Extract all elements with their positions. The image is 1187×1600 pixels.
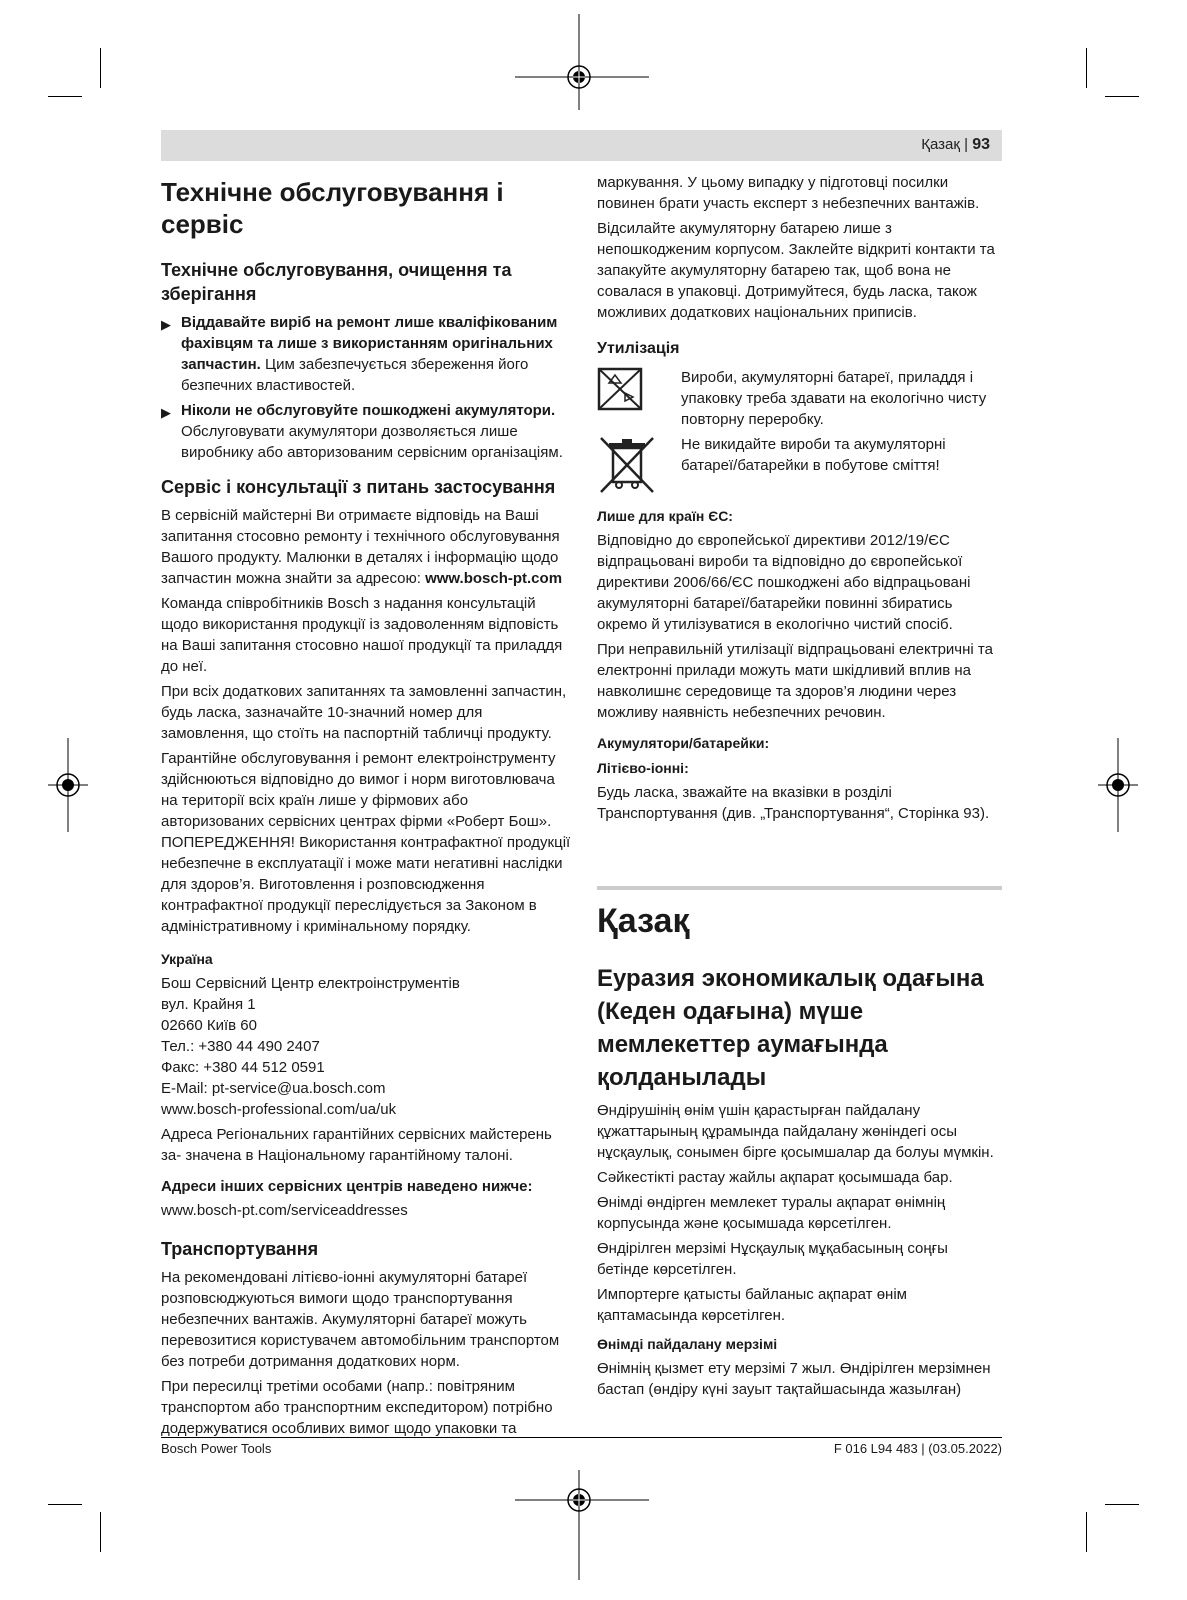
- kz-paragraph-importer: Импортерге қатысты байланыс ақпарат өнім қаптамасында көрсетілген.: [597, 1286, 907, 1324]
- heading-transport: Транспортування: [161, 1239, 319, 1259]
- other-centers-title: Адреси інших сервісних центрів наведено нижче:: [161, 1178, 533, 1195]
- registration-mark-icon: [515, 1470, 649, 1580]
- crop-mark: [1105, 1504, 1139, 1505]
- bullet-repair-text: Цим забезпечується збереження його безпечних властивостей.: [181, 356, 529, 394]
- address-email[interactable]: E-Mail: pt-service@ua.bosch.com: [161, 1080, 386, 1097]
- heading-consultation: Сервіс і консультації з питань застосування: [161, 477, 556, 497]
- heading-maintenance: Технічне обслуговування, очищення та зберігання: [161, 260, 512, 304]
- paragraph-regional: Адреса Регіональних гарантійних сервісних майстерень за- значена в Національному гарантійному талоні.: [161, 1126, 552, 1164]
- address-fax: Факс: +380 44 512 0591: [161, 1059, 325, 1076]
- footer-brand: Bosch Power Tools: [161, 1441, 272, 1456]
- paragraph-ship-battery: Відсилайте акумуляторну батарею лише з непошкодженим корпусом. Заклейте відкриті контакти та запакуйте акумуляторну батарею так, щоб вона не совалася в упаковці. Дотримуйтеся, будь ласка, також можливих додаткових національних приписів.: [597, 220, 995, 321]
- batteries-title: Акумулятори/батарейки:: [597, 735, 770, 751]
- bosch-pt-link[interactable]: www.bosch-pt.com: [425, 570, 563, 587]
- section-title-service: Технічне обслуговування і сервіс: [161, 177, 504, 239]
- kz-paragraph-docs: Өндірушінің өнім үшін қарастырған пайдалану құжаттарының құрамында пайдалану жөніндегі осы нұсқаулық, сонымен бірге қосымшалар да болуы мүмкін.: [597, 1102, 994, 1161]
- crop-mark: [1105, 96, 1139, 97]
- kz-paragraph-conformity: Сәйкестікті растау жайлы ақпарат қосымшада бар.: [597, 1169, 953, 1186]
- recycle-packaging-icon: [597, 367, 643, 411]
- paragraph-improper-disposal: При неправильній утилізації відпрацьовані електричні та електронні прилади можуть мати шкідливий вплив на навколишнє середовище та здоров’я людини через можливу наявність небезпечних речовин.: [597, 641, 993, 721]
- header-label: Қазақ | 93: [921, 136, 990, 153]
- crop-mark: [1086, 48, 1087, 88]
- paragraph-service: [161, 505, 571, 589]
- address-block: [161, 973, 571, 1120]
- crossed-bin-icon: [597, 434, 657, 496]
- crop-mark: [100, 48, 101, 88]
- bullet-battery-text: Обслуговувати акумулятори дозволяється лише виробнику або авторизованим сервісним організаціям.: [181, 423, 563, 461]
- address-phone: Тел.: +380 44 490 2407: [161, 1038, 320, 1055]
- bullet-battery: [161, 400, 571, 463]
- footer-doc-id: F 016 L94 483 | (03.05.2022): [833, 1441, 1002, 1456]
- country-title: Україна: [161, 951, 213, 967]
- section-title-kazakh: Қазақ: [597, 902, 690, 940]
- section-separator: [597, 886, 1002, 890]
- kz-paragraph-lifetime: Өнімнің қызмет ету мерзімі 7 жыл. Өндірілген мерзімнен бастап (өндіру күні зауыт тақтайшасында жазылған): [597, 1360, 991, 1398]
- heading-disposal: Утилізація: [597, 340, 680, 357]
- crop-mark: [1086, 1512, 1087, 1552]
- footer-divider: [161, 1437, 1002, 1438]
- kz-paragraph-country: Өнімді өндірген мемлекет туралы ақпарат өнімнің корпусында және қосымшада көрсетілген.: [597, 1194, 946, 1232]
- eu-title: Лише для країн ЄС:: [597, 508, 733, 524]
- paragraph-order-number: При всіх додаткових запитаннях та замовленні запчастин, будь ласка, зазначайте 10-значний номер для замовлення, що стоїть на паспортній табличці продукту.: [161, 683, 567, 742]
- registration-mark-icon: [1098, 738, 1138, 832]
- li-ion-title: Літієво-іонні:: [597, 760, 689, 776]
- paragraph-transport: На рекомендовані літієво-іонні акумуляторні батареї розповсюджуються вимоги щодо транспортування небезпечних вантажів. Акумуляторні батареї можуть перевозитися користувачем автомобільним транспортом без потреби дотримання додаткових норм.: [161, 1269, 560, 1370]
- page-number: 93: [972, 136, 990, 153]
- paragraph-eu-directive: Відповідно до європейської директиви 2012/19/ЄС відпрацьовані вироби та відповідно до європейської директиви 2006/66/ЄС пошкоджені або відпрацьовані акумуляторні батареї/батарейки повинні збиратись окремо й утилізуватися в екологічно чистий спосіб.: [597, 532, 971, 633]
- right-column: [597, 172, 1002, 1404]
- paragraph-team: Команда співробітників Bosch з надання консультацій щодо використання продукції із задоволенням відповість на Ваші запитання стосовно нашої продукції та приладдя до неї.: [161, 595, 563, 675]
- paragraph-marking: маркування. У цьому випадку у підготовці посилки повинен брати участь експерт з небезпечних вантажів.: [597, 174, 980, 212]
- address-line: 02660 Київ 60: [161, 1017, 257, 1034]
- left-column: [161, 172, 571, 1443]
- bullet-triangle-icon: ▶: [161, 405, 171, 420]
- bullet-repair-bold: Віддавайте виріб на ремонт лише кваліфікованим фахівцям та лише з використанням оригінальних запчастин.: [181, 314, 558, 373]
- address-line: вул. Крайня 1: [161, 996, 256, 1013]
- other-centers-url[interactable]: www.bosch-pt.com/serviceaddresses: [161, 1202, 408, 1219]
- address-line: Бош Сервісний Центр електроінструментів: [161, 975, 460, 992]
- paragraph-shipping: При пересилці третіми особами (напр.: повітряним транспортом або транспортним експедитором) потрібно додержуватися особливих вимог щодо упаковки та: [161, 1378, 553, 1437]
- bin-text: Не викидайте вироби та акумуляторні батареї/батарейки в побутове сміття!: [681, 436, 946, 474]
- bullet-battery-bold: Ніколи не обслуговуйте пошкоджені акумулятори.: [181, 402, 556, 419]
- paragraph-service-text: В сервісній майстерні Ви отримаєте відповідь на Ваші запитання стосовно ремонту і технічного обслуговування Вашого продукту. Малюнки в деталях і інформацію щодо запчастин можна знайти за адресою:: [161, 507, 560, 587]
- crop-mark: [48, 96, 82, 97]
- paragraph-warranty: Гарантійне обслуговування і ремонт електроінструменту здійснюються відповідно до вимог і норм виготовлювача на території всіх країн лише у фірмових або авторизованих сервісних центрах фірми «Роберт Бош». ПОПЕРЕДЖЕННЯ! Використання контрафактної продукції небезпечне в експлуатації і може мати негативні наслідки для здоров’я. Виготовлення і розповсюдження контрафактної продукції переслідується за Законом в адміністративному і кримінальному порядку.: [161, 750, 571, 935]
- recycle-row: [597, 367, 1002, 430]
- recycle-text: Вироби, акумуляторні батареї, приладдя і упаковку треба здавати на екологічно чисту повторну переробку.: [681, 369, 987, 428]
- page-header: [161, 130, 1002, 161]
- header-language: Қазақ: [921, 136, 960, 153]
- registration-mark-icon: [48, 738, 88, 832]
- kz-paragraph-date: Өндірілген мерзімі Нұсқаулық мұқабасының соңғы бетінде көрсетілген.: [597, 1240, 948, 1278]
- address-website[interactable]: www.bosch-professional.com/ua/uk: [161, 1101, 397, 1118]
- kz-heading-lifetime: Өнімді пайдалану мерзімі: [597, 1336, 778, 1352]
- crop-mark: [100, 1512, 101, 1552]
- heading-eurasian-union: Еуразия экономикалық одағына (Кеден одағына) мүше мемлекеттер аумағында қолданылады: [597, 965, 984, 1091]
- bin-row: [597, 434, 1002, 500]
- bullet-repair: [161, 312, 571, 396]
- crop-mark: [48, 1504, 82, 1505]
- registration-mark-icon: [515, 14, 649, 110]
- bullet-triangle-icon: ▶: [161, 317, 171, 332]
- paragraph-li-ion: Будь ласка, зважайте на вказівки в розділі Транспортування (див. „Транспортування“, Сторінка 93).: [597, 784, 990, 822]
